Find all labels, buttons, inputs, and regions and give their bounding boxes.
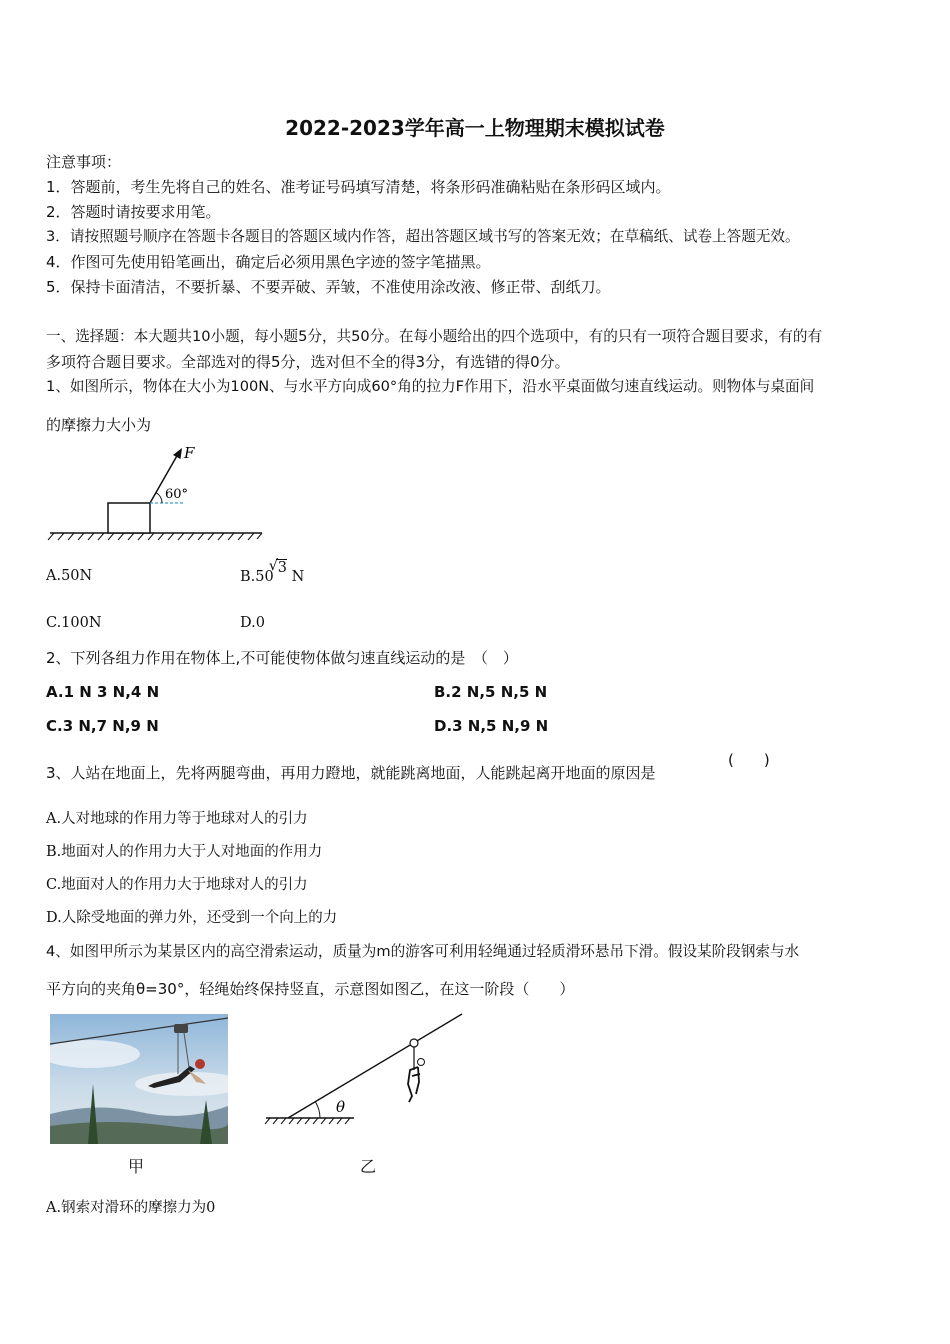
page-title: 2022-2023学年高一上物理期末模拟试卷 — [285, 116, 665, 140]
q1-option-d[interactable]: D.0 — [240, 615, 265, 631]
theta-arc — [316, 1102, 321, 1118]
q1-stem-line1: 1、如图所示，物体在大小为100N、与水平方向成60°角的拉力F作用下，沿水平桌面做匀速直线运动。则物体与桌面间 — [46, 378, 815, 395]
q3-stem: 3、人站在地面上，先将两腿弯曲，再用力蹬地，就能跳离地面，人能跳起离开地面的原因是 — [46, 764, 656, 782]
arrow-head-icon — [173, 448, 182, 459]
notice-item-2: 2．答题时请按要求用笔。 — [46, 203, 221, 221]
force-label: F — [184, 444, 195, 462]
q4-stem-line2: 平方向的夹角θ=30°，轻绳始终保持竖直，示意图如图乙，在这一阶段（ ） — [46, 980, 575, 998]
q2-option-d[interactable]: D.3 N,5 N,9 N — [434, 717, 549, 735]
section-heading-line2: 多项符合题目要求。全部选对的得5分，选对但不全的得3分，有选错的得0分。 — [46, 353, 570, 371]
q4-stem-line1: 4、如图甲所示为某景区内的高空滑索运动，质量为m的游客可利用轻绳通过轻质滑环悬吊下滑。假设某阶段钢索与水 — [46, 943, 800, 960]
section-heading-line1: 一、选择题：本大题共10小题，每小题5分，共50分。在每小题给出的四个选项中，有的只有一项符合题目要求，有的有 — [46, 328, 823, 345]
q2-option-b[interactable]: B.2 N,5 N,5 N — [434, 683, 548, 701]
q3-option-d[interactable]: D.人除受地面的弹力外，还受到一个向上的力 — [46, 910, 338, 926]
q1-stem-line2: 的摩擦力大小为 — [46, 416, 152, 434]
q3-answer-paren: ( ) — [728, 751, 770, 769]
q2-option-c[interactable]: C.3 N,7 N,9 N — [46, 717, 159, 735]
q1-option-a[interactable]: A.50N — [46, 568, 93, 584]
q4-option-a[interactable]: A.钢索对滑环的摩擦力为0 — [46, 1200, 216, 1216]
q2-option-a[interactable]: A.1 N 3 N,4 N — [46, 683, 160, 701]
diagram-hatching — [265, 1118, 350, 1124]
zipline-diagram — [258, 1010, 470, 1132]
notice-item-4: 4．作图可先使用铅笔画出，确定后必须用黑色字迹的签字笔描黑。 — [46, 253, 491, 271]
notice-item-1: 1．答题前，考生先将自己的姓名、准考证号码填写清楚，将条形码准确粘贴在条形码区域内。 — [46, 178, 671, 196]
theta-label: θ — [336, 1098, 346, 1116]
q1-option-c[interactable]: C.100N — [46, 615, 102, 631]
notice-heading: 注意事项： — [46, 153, 122, 171]
q3-option-a[interactable]: A.人对地球的作用力等于地球对人的引力 — [46, 811, 308, 827]
zipline-photo — [50, 1014, 228, 1144]
figure-label-right: 乙 — [360, 1157, 377, 1176]
q2-stem: 2、下列各组力作用在物体上,不可能使物体做匀速直线运动的是 （ ） — [46, 649, 518, 667]
person-head-icon — [418, 1059, 425, 1066]
notice-item-5: 5．保持卡面清洁，不要折暴、不要弄破、弄皱，不准使用涂改液、修正带、刮纸刀。 — [46, 278, 611, 296]
figure-label-left: 甲 — [128, 1157, 145, 1176]
notice-item-3: 3．请按照题号顺序在答题卡各题目的答题区域内作答，超出答题区域书写的答案无效；在草稿纸、试卷上答题无效。 — [46, 228, 800, 245]
angle-label: 60° — [165, 487, 189, 502]
sqrt-radical: √ 3 — [268, 558, 287, 576]
q1-force-diagram — [44, 440, 274, 545]
angle-arc — [156, 493, 162, 503]
q3-option-b[interactable]: B.地面对人的作用力大于人对地面的作用力 — [46, 844, 323, 860]
slide-ring-icon — [410, 1039, 418, 1047]
q1-option-b[interactable]: B.50 √ 3 N — [240, 558, 305, 585]
person-figure-icon — [408, 1067, 420, 1102]
q3-option-c[interactable]: C.地面对人的作用力大于地球对人的引力 — [46, 877, 308, 893]
cable-line — [288, 1014, 462, 1118]
ground-hatching — [48, 533, 262, 540]
block — [108, 503, 150, 533]
